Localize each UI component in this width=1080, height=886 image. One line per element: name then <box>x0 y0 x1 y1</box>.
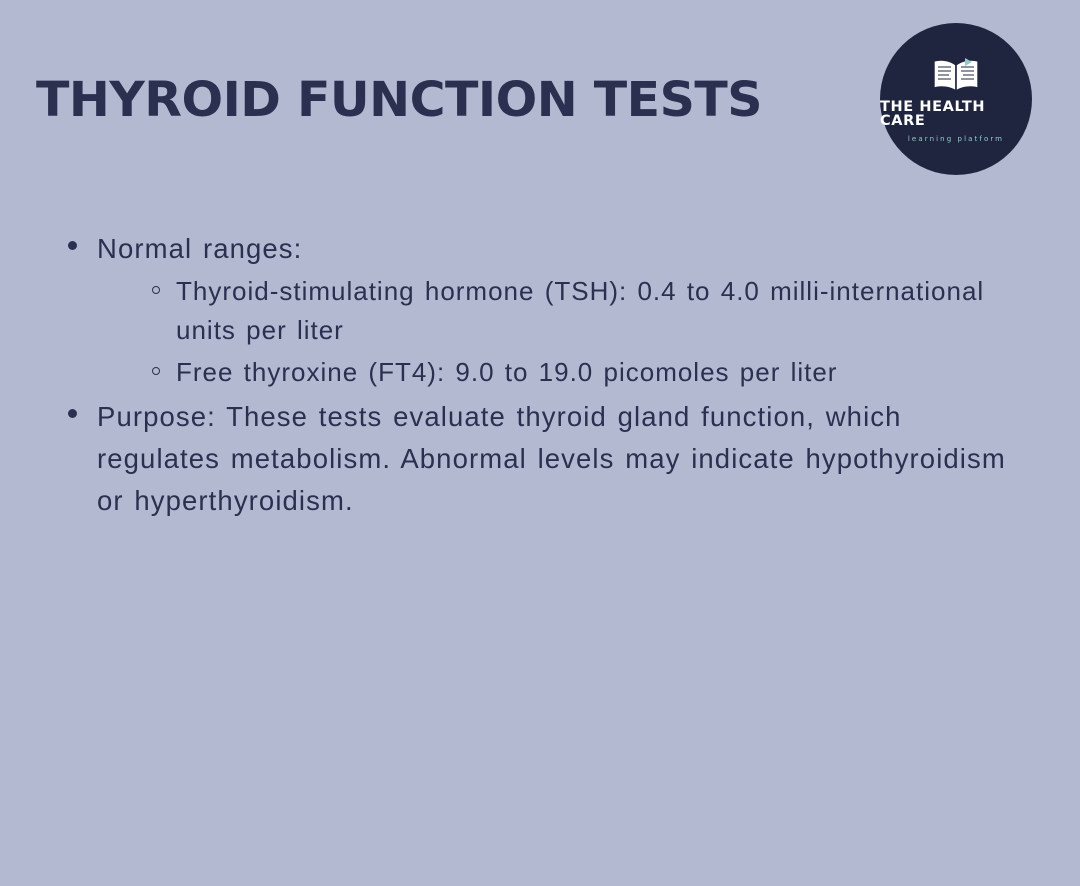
logo-tagline: learning platform <box>907 134 1005 143</box>
list-item <box>60 396 1035 521</box>
slide-content <box>60 228 1035 526</box>
bullet-dot-icon <box>68 409 77 418</box>
sub-bullet-text: Free thyroxine (FT4): 9.0 to 19.0 picomoles per liter <box>176 356 838 387</box>
bullet-text: Purpose: These tests evaluate thyroid gland function, which regulates metabolism. Abnormal levels may indicate hypothyroidism or hyperthyroidism. <box>97 401 1006 516</box>
list-item <box>150 353 1035 393</box>
sub-bullet-text: Thyroid-stimulating hormone (TSH): 0.4 to 4.0 milli-international units per liter <box>176 275 985 346</box>
list-item <box>60 228 1035 392</box>
bullet-circle-icon <box>152 286 160 294</box>
bullet-list <box>60 228 1035 522</box>
sub-bullet-list <box>97 272 1035 393</box>
bullet-circle-icon <box>152 367 160 375</box>
list-item <box>150 272 1035 351</box>
open-book-icon <box>925 56 987 96</box>
bullet-dot-icon <box>68 241 77 250</box>
page-title: THYROID FUNCTION TESTS <box>36 72 762 128</box>
bullet-text: Normal ranges: <box>97 233 303 264</box>
logo <box>880 23 1032 175</box>
logo-name: THE HEALTH CARE <box>880 98 986 129</box>
